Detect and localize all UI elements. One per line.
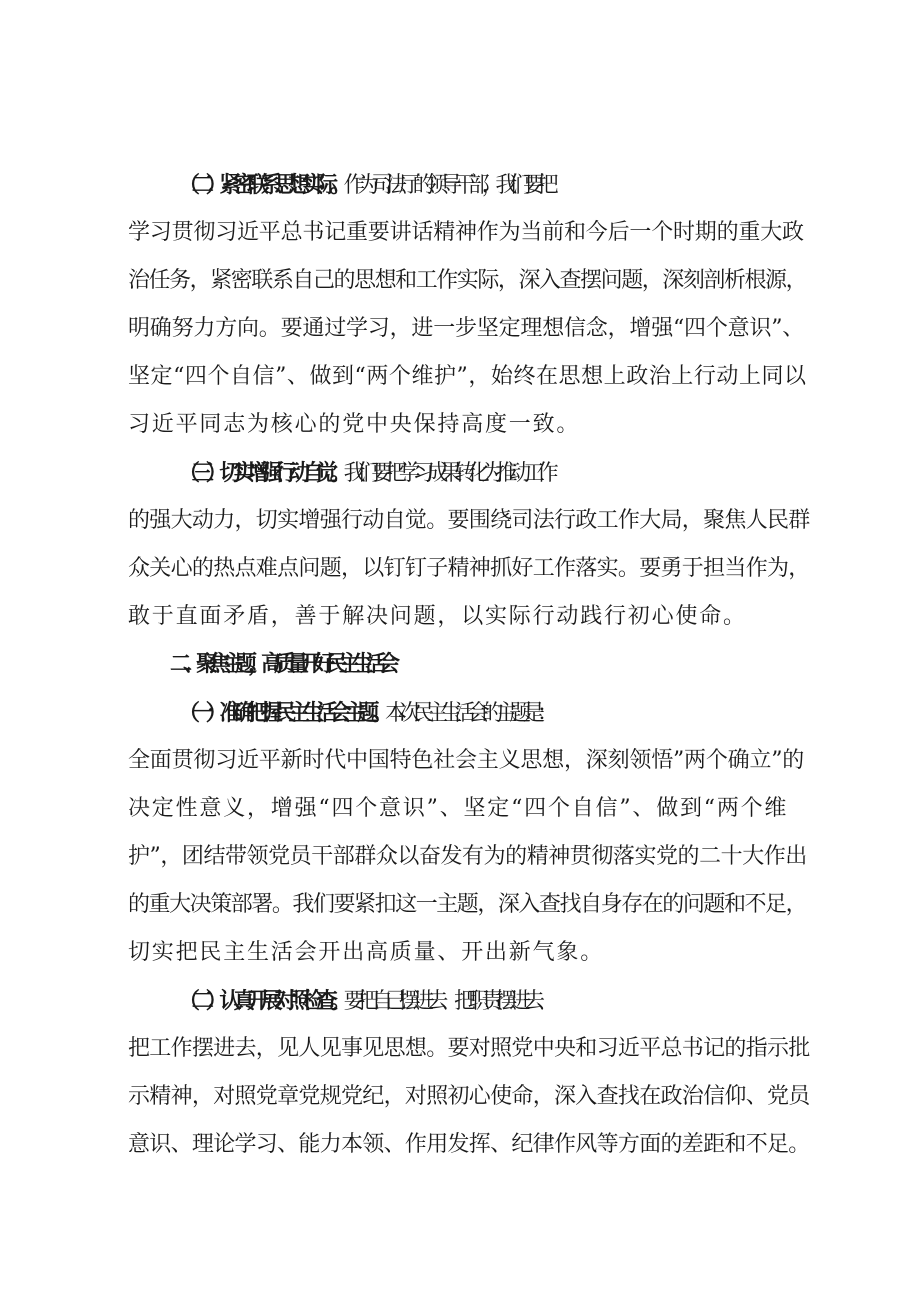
paragraph-line: 敢于直面矛盾，善于解决问题，以实际行动践行初心使命。 xyxy=(128,604,747,629)
paragraph-line: 全面贯彻习近平新时代中国特色社会主义思想，深刻领悟”两个确立”的 xyxy=(128,748,805,773)
paragraph-text: 作为司法厅的领导干部，我们要把 xyxy=(343,173,551,198)
paragraph-line: 坚定“四个自信”、做到“两个维护”，始终在思想上政治上行动上同以 xyxy=(128,364,807,389)
paragraph-line: 众关心的热点难点问题，以钉钉子精神抓好工作落实。要勇于担当作为， xyxy=(128,556,810,581)
section-lead: （三）切实增强行动自觉。 xyxy=(178,460,344,486)
paragraph-text: 要把自己摆进去、把职责摆进去、 xyxy=(343,989,551,1014)
paragraph-line: 决定性意义，增强“四个意识”、坚定“四个自信”、做到“两个维 xyxy=(128,796,789,821)
section-lead: （二）认真开展对照检查。 xyxy=(178,988,344,1014)
paragraph-line: 把工作摆进去，见人见事见思想。要对照党中央和习近平总书记的指示批 xyxy=(128,1036,810,1061)
paragraph-line xyxy=(178,458,858,489)
paragraph-text: 我们要把学习成果转化为推动工作 xyxy=(343,461,551,486)
section-lead: （二）紧密联系思想实际。 xyxy=(178,172,344,198)
paragraph-line: 学习贯彻习近平总书记重要讲话精神作为当前和今后一个时期的重大政 xyxy=(128,220,804,245)
paragraph-line: 示精神，对照党章党规党纪，对照初心使命，深入查找在政治信仰、党员 xyxy=(128,1084,810,1109)
paragraph-line xyxy=(178,986,858,1017)
paragraph-line: 护”，团结带领党员干部群众以奋发有为的精神贯彻落实党的二十大作出 xyxy=(128,844,807,869)
paragraph-line: 的强大动力，切实增强行动自觉。要围绕司法行政工作大局，聚焦人民群 xyxy=(128,508,810,533)
section-heading: 二、聚焦主题，高质量开好民主生活会 xyxy=(170,652,392,677)
paragraph-line: 切实把民主生活会开出高质量、开出新气象。 xyxy=(128,940,605,965)
paragraph-line: 明确努力方向。要通过学习，进一步坚定理想信念，增强“四个意识”、 xyxy=(128,316,805,341)
paragraph-line: 的重大决策部署。我们要紧扣这一主题，深入查找自身存在的问题和不足， xyxy=(128,892,807,917)
section-lead: （一）准确把握民主生活会主题。 xyxy=(178,700,386,726)
paragraph-line: 治任务，紧密联系自己的思想和工作实际，深入查摆问题，深刻剖析根源， xyxy=(128,268,807,293)
paragraph-line: 习近平同志为核心的党中央保持高度一致。 xyxy=(128,412,581,437)
paragraph-line xyxy=(178,698,858,729)
paragraph-line xyxy=(178,170,858,201)
paragraph-line: 意识、理论学习、能力本领、作用发挥、纪律作风等方面的差距和不足。 xyxy=(128,1132,810,1157)
paragraph-text: 本次民主生活会的主题是： xyxy=(385,701,551,726)
